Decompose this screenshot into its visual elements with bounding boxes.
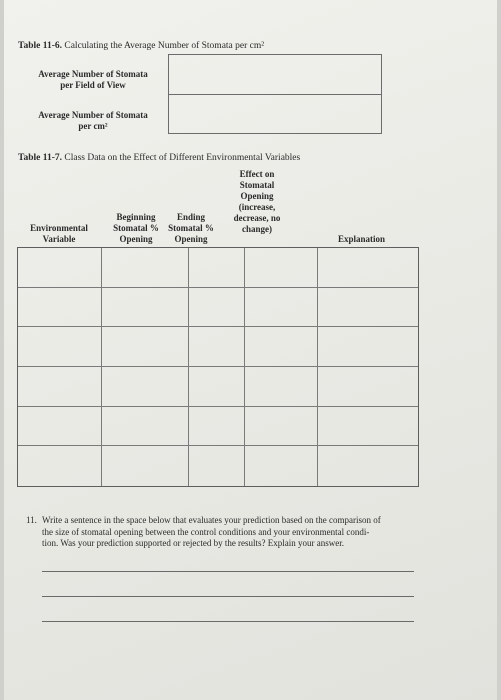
header-line: Explanation — [337, 234, 386, 244]
header-line: Opening — [240, 191, 274, 201]
row-label-per-field — [18, 69, 168, 91]
table-cell[interactable] — [318, 407, 418, 447]
table-cell[interactable] — [18, 248, 102, 288]
header-environmental-variable — [17, 223, 101, 245]
row-label-line: Average Number of Stomata — [38, 110, 148, 120]
table-11-7-grid — [17, 247, 419, 487]
table-cell[interactable] — [245, 367, 318, 407]
table-cell[interactable] — [318, 248, 418, 288]
table-cell[interactable] — [245, 327, 318, 367]
table-cell[interactable] — [318, 288, 418, 328]
table-cell[interactable] — [102, 446, 189, 486]
table-11-7-title: Class Data on the Effect of Different Environmental Variables — [62, 153, 301, 163]
question-text — [42, 515, 426, 550]
header-explanation — [304, 234, 419, 245]
table-cell[interactable] — [189, 407, 245, 447]
header-line: Variable — [42, 234, 76, 244]
table-11-6-title: Calculating the Average Number of Stomata per cm² — [62, 41, 265, 51]
table-cell[interactable] — [189, 327, 245, 367]
question-number: 11. — [26, 515, 37, 525]
table-11-6-caption — [18, 41, 264, 51]
header-line: Stomatal % — [113, 223, 159, 233]
row-label-line: per cm² — [78, 121, 108, 131]
header-line: Opening — [174, 234, 208, 244]
table-cell[interactable] — [245, 446, 318, 486]
header-line: (increase, — [238, 202, 276, 212]
table-cell[interactable] — [18, 288, 102, 328]
table-11-7-number: Table 11-7. — [18, 153, 62, 163]
row-label-per-cm2 — [18, 110, 168, 132]
question-line: Write a sentence in the space below that evaluates your prediction based on the comparison of — [42, 515, 381, 525]
header-line: Ending — [176, 212, 206, 222]
table-cell[interactable] — [18, 327, 102, 367]
header-line: Stomatal % — [168, 223, 214, 233]
table-11-6-number: Table 11-6. — [18, 41, 62, 51]
table-11-6-divider — [169, 94, 381, 95]
table-11-6-answer-box[interactable] — [168, 54, 382, 134]
question-line: tion. Was your prediction supported or rejected by the results? Explain your answer. — [42, 538, 345, 548]
table-cell[interactable] — [318, 327, 418, 367]
question-line: the size of stomatal opening between the control conditions and your environmental condi- — [42, 526, 370, 537]
table-cell[interactable] — [245, 248, 318, 288]
table-cell[interactable] — [102, 327, 189, 367]
table-cell[interactable] — [189, 446, 245, 486]
table-cell[interactable] — [102, 248, 189, 288]
table-cell[interactable] — [18, 446, 102, 486]
header-line: Opening — [119, 234, 153, 244]
header-line: Beginning — [116, 212, 156, 222]
header-line: Effect on — [239, 169, 275, 179]
table-11-7-caption — [18, 153, 300, 163]
answer-line-3[interactable] — [42, 621, 414, 622]
table-cell[interactable] — [245, 407, 318, 447]
header-line: Stomatal — [239, 180, 275, 190]
header-ending-opening — [159, 212, 223, 245]
row-label-line: Average Number of Stomata — [38, 69, 148, 79]
row-label-line: per Field of View — [60, 80, 126, 90]
table-cell[interactable] — [102, 367, 189, 407]
header-effect-on-opening — [216, 169, 298, 235]
table-cell[interactable] — [189, 248, 245, 288]
table-cell[interactable] — [18, 367, 102, 407]
answer-line-2[interactable] — [42, 596, 414, 597]
answer-line-1[interactable] — [42, 571, 414, 572]
table-cell[interactable] — [245, 288, 318, 328]
table-cell[interactable] — [18, 407, 102, 447]
question-11 — [26, 515, 426, 550]
header-line: decrease, no — [233, 213, 281, 223]
table-cell[interactable] — [318, 367, 418, 407]
table-cell[interactable] — [318, 446, 418, 486]
table-cell[interactable] — [189, 367, 245, 407]
header-line: change) — [242, 224, 272, 234]
worksheet-page — [4, 0, 497, 700]
table-cell[interactable] — [102, 288, 189, 328]
table-cell[interactable] — [189, 288, 245, 328]
table-cell[interactable] — [102, 407, 189, 447]
header-line: Environmental — [30, 223, 88, 233]
